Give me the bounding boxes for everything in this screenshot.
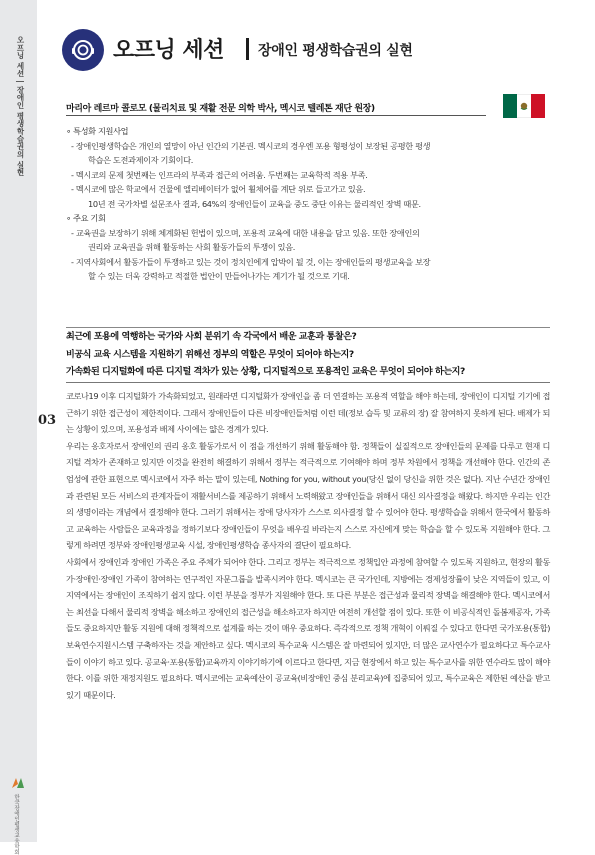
list-item: - 장애인평생학습은 개인의 열망이 아닌 인간의 기본권. 멕시코의 경우엔 포용 형평성이 보장된 공평한 평생 학습은 도전과제이자 기회이다.	[71, 140, 431, 165]
org-logo	[6, 776, 32, 855]
questions-underline	[66, 382, 550, 383]
body-text	[66, 388, 550, 703]
sidebar-vertical-title: 오프닝 세션 | 장애인 평생학습권의 실현	[16, 36, 25, 177]
paragraph: 사회에서 장애인과 장애인 가족은 주요 주체가 되어야 한다. 그리고 정부는 적극적으로 정책입안 과정에 참여할 수 있도록 지원하고, 현장의 활동가·장애인·장애인 가족이 참여하는 연구적인 자문그룹을 발족시켜야 한다. 멕시코는 큰 국가인데, 지방에는 경제성장률이 낮은 지역들이 있고, 이 지역에서는 장애인이 조직하기 쉽지 않다. 이런 부분을 정부가 지원해야 한다. 또 다른 부분은 접근성과 물리적 장벽을 해결해야 한다. 멕시코에서는 최선을 다해서 물리적 장벽을 해소하고 장애인의 접근성을 해소하고자 하지만 여전히 개선할 점이 있다. 또한 이 비공식적인 돌봄제공자, 가족들도 중요하지만 활동 지원에 대해 정책적으로 설계를 하는 것이 매우 중요하다. 즉각적으로 정책 개혁이 이뤄질 수 있다고 한다면 국가포용(통합)보육연수지원시스템 구축하자는 것을 제안하고 싶다. 멕시코의 특수교육 시스템은 잘 마련되어 있지만, 더 많은 교사연수가 필요하다고 특수교사들이 이야기 하고 있다. 공교육·포용(통합)교육까지 이야기하기에 이르다고 한다면, 지금 현장에서 하고 있는 특수교사를 위한 연수라도 많이 해야 한다. 이를 위한 재정지원도 필요하다. 멕시코에는 교육예산이 공교육(비장애인 중심 분리교육)에 집중되어 있고, 특수교육은 제한된 예산을 받고 있기 때문이다.	[66, 556, 550, 700]
org-name: 한국장애인평생교육학회	[13, 794, 19, 855]
list-item: - 멕시코의 문제 첫번째는 인프라의 부족과 접근의 어려움. 두번째는 교육학적 적용 부족.	[71, 169, 368, 180]
divider	[66, 327, 550, 328]
paragraph: 우리는 옹호자로서 장애인의 권리 옹호 활동가로서 이 점을 개선하기 위해 활동해야 함. 정책들이 실질적으로 장애인들의 문제를 다루고 현재 디지털 격차가 존재하고 있지만 이것을 완전히 해결하기 위해서 정부는 적극적으로 기여해야 하며 정부 차원에서 정책을 개선해야 한다. 인간의 존엄성에 관한 표현으로 멕시코에서 자주 하는 말이 있는데, Nothing for you, without you(당신 없이 당신을 위한 것은 없다). 지난 수년간 장애인과 관련된 모든 서비스의 관계자들이 재활서비스를 제공하기 위해서 노력해왔고 장애인들을 위해서 대신 의사결정을 해왔다. 하지만 우리는 인간의 생명이라는 개념에서 결정해야 한다. 그러기 위해서는 장애 당사자가 스스로 의사결정 할 수 있어야 한다. 평생학습을 위해서 한국에서 활동하고 교육하는 사람들은 교육과정을 정하기보다 장애인들이 무엇을 배우길 바라는지 스스로 자신에게 맞는 학습을 할 수 있도록 지원해야 한다. 그렇게 하려면 정부와 장애인평생교육 시설, 장애인평생학습 종사자의 결단이 필요하다.	[66, 440, 550, 551]
section-heading: ∘ 주요 기회	[66, 213, 106, 223]
list-item: - 멕시코에 많은 학교에서 건물에 엘리베이터가 없어 휠체어를 계단 위로 들고가고 있음. 10년 전 국가차별 설문조사 결과, 64%의 장애인들이 교육을 중도 중단 이유는 물리적인 장벽 때문.	[71, 184, 421, 209]
list-item: - 지역사회에서 활동가들이 투쟁하고 있는 것이 정치인에게 압박이 될 것, 이는 장애인들의 평생교육을 보장 할 수 있는 더욱 강력하고 적절한 법안이 만들어나가는 계기가 될 것으로 기대.	[71, 256, 431, 281]
summary-box	[66, 124, 550, 317]
page-number: 03	[38, 413, 57, 428]
session-badge	[62, 29, 104, 71]
paragraph: 코로나19 이후 디지털화가 가속화되었고, 원래라면 디지털화가 장애인을 좀 더 연결하는 포용적 역할을 해야 하는데, 장애인이 디지털 기기에 접근하기 위한 접근성이 제한적이다. 그래서 장애인들이 다른 비장애인들처럼 이런 데(정보 습득 및 교류의 장) 잘 참여하지 못하게 된다. 배제가 되는 상황이 있으며, 포용성과 배제 사이에는 얇은 경계가 있다.	[66, 391, 550, 435]
questions	[66, 329, 550, 382]
question: 비공식 교육 시스템을 지원하기 위해선 정부의 역할은 무엇이 되어야 하는지?	[66, 349, 354, 360]
org-logo-icon	[10, 776, 26, 790]
speaker-underline	[66, 115, 486, 116]
section-heading: ∘ 특성화 지원사업	[66, 126, 129, 136]
title-divider	[246, 38, 249, 60]
question: 최근에 포용에 역행하는 국가와 사회 분위기 속 각국에서 배운 교훈과 통찰은?	[66, 332, 357, 342]
mexico-flag-icon	[503, 94, 545, 118]
headset-circle-icon	[62, 29, 104, 71]
page-subtitle: 장애인 평생학습권의 실현	[258, 43, 413, 59]
page-title: 오프닝 세션	[113, 38, 224, 63]
question: 가속화된 디지털화에 따른 디지털 격차가 있는 상황, 디지털적으로 포용적인 교육은 무엇이 되어야 하는지?	[66, 367, 465, 377]
list-item: - 교육권을 보장하기 위해 체계화된 헌법이 있으며, 포용적 교육에 대한 내용을 담고 있음. 또한 장애인의 권리와 교육권을 위해 활동하는 사회 활동가들의 투쟁이 있음.	[71, 227, 420, 252]
speaker-line: 마리아 레르마 콜로모 (물리치료 및 재활 전문 의학 박사, 멕시코 텔레톤 재단 원장)	[66, 104, 375, 114]
